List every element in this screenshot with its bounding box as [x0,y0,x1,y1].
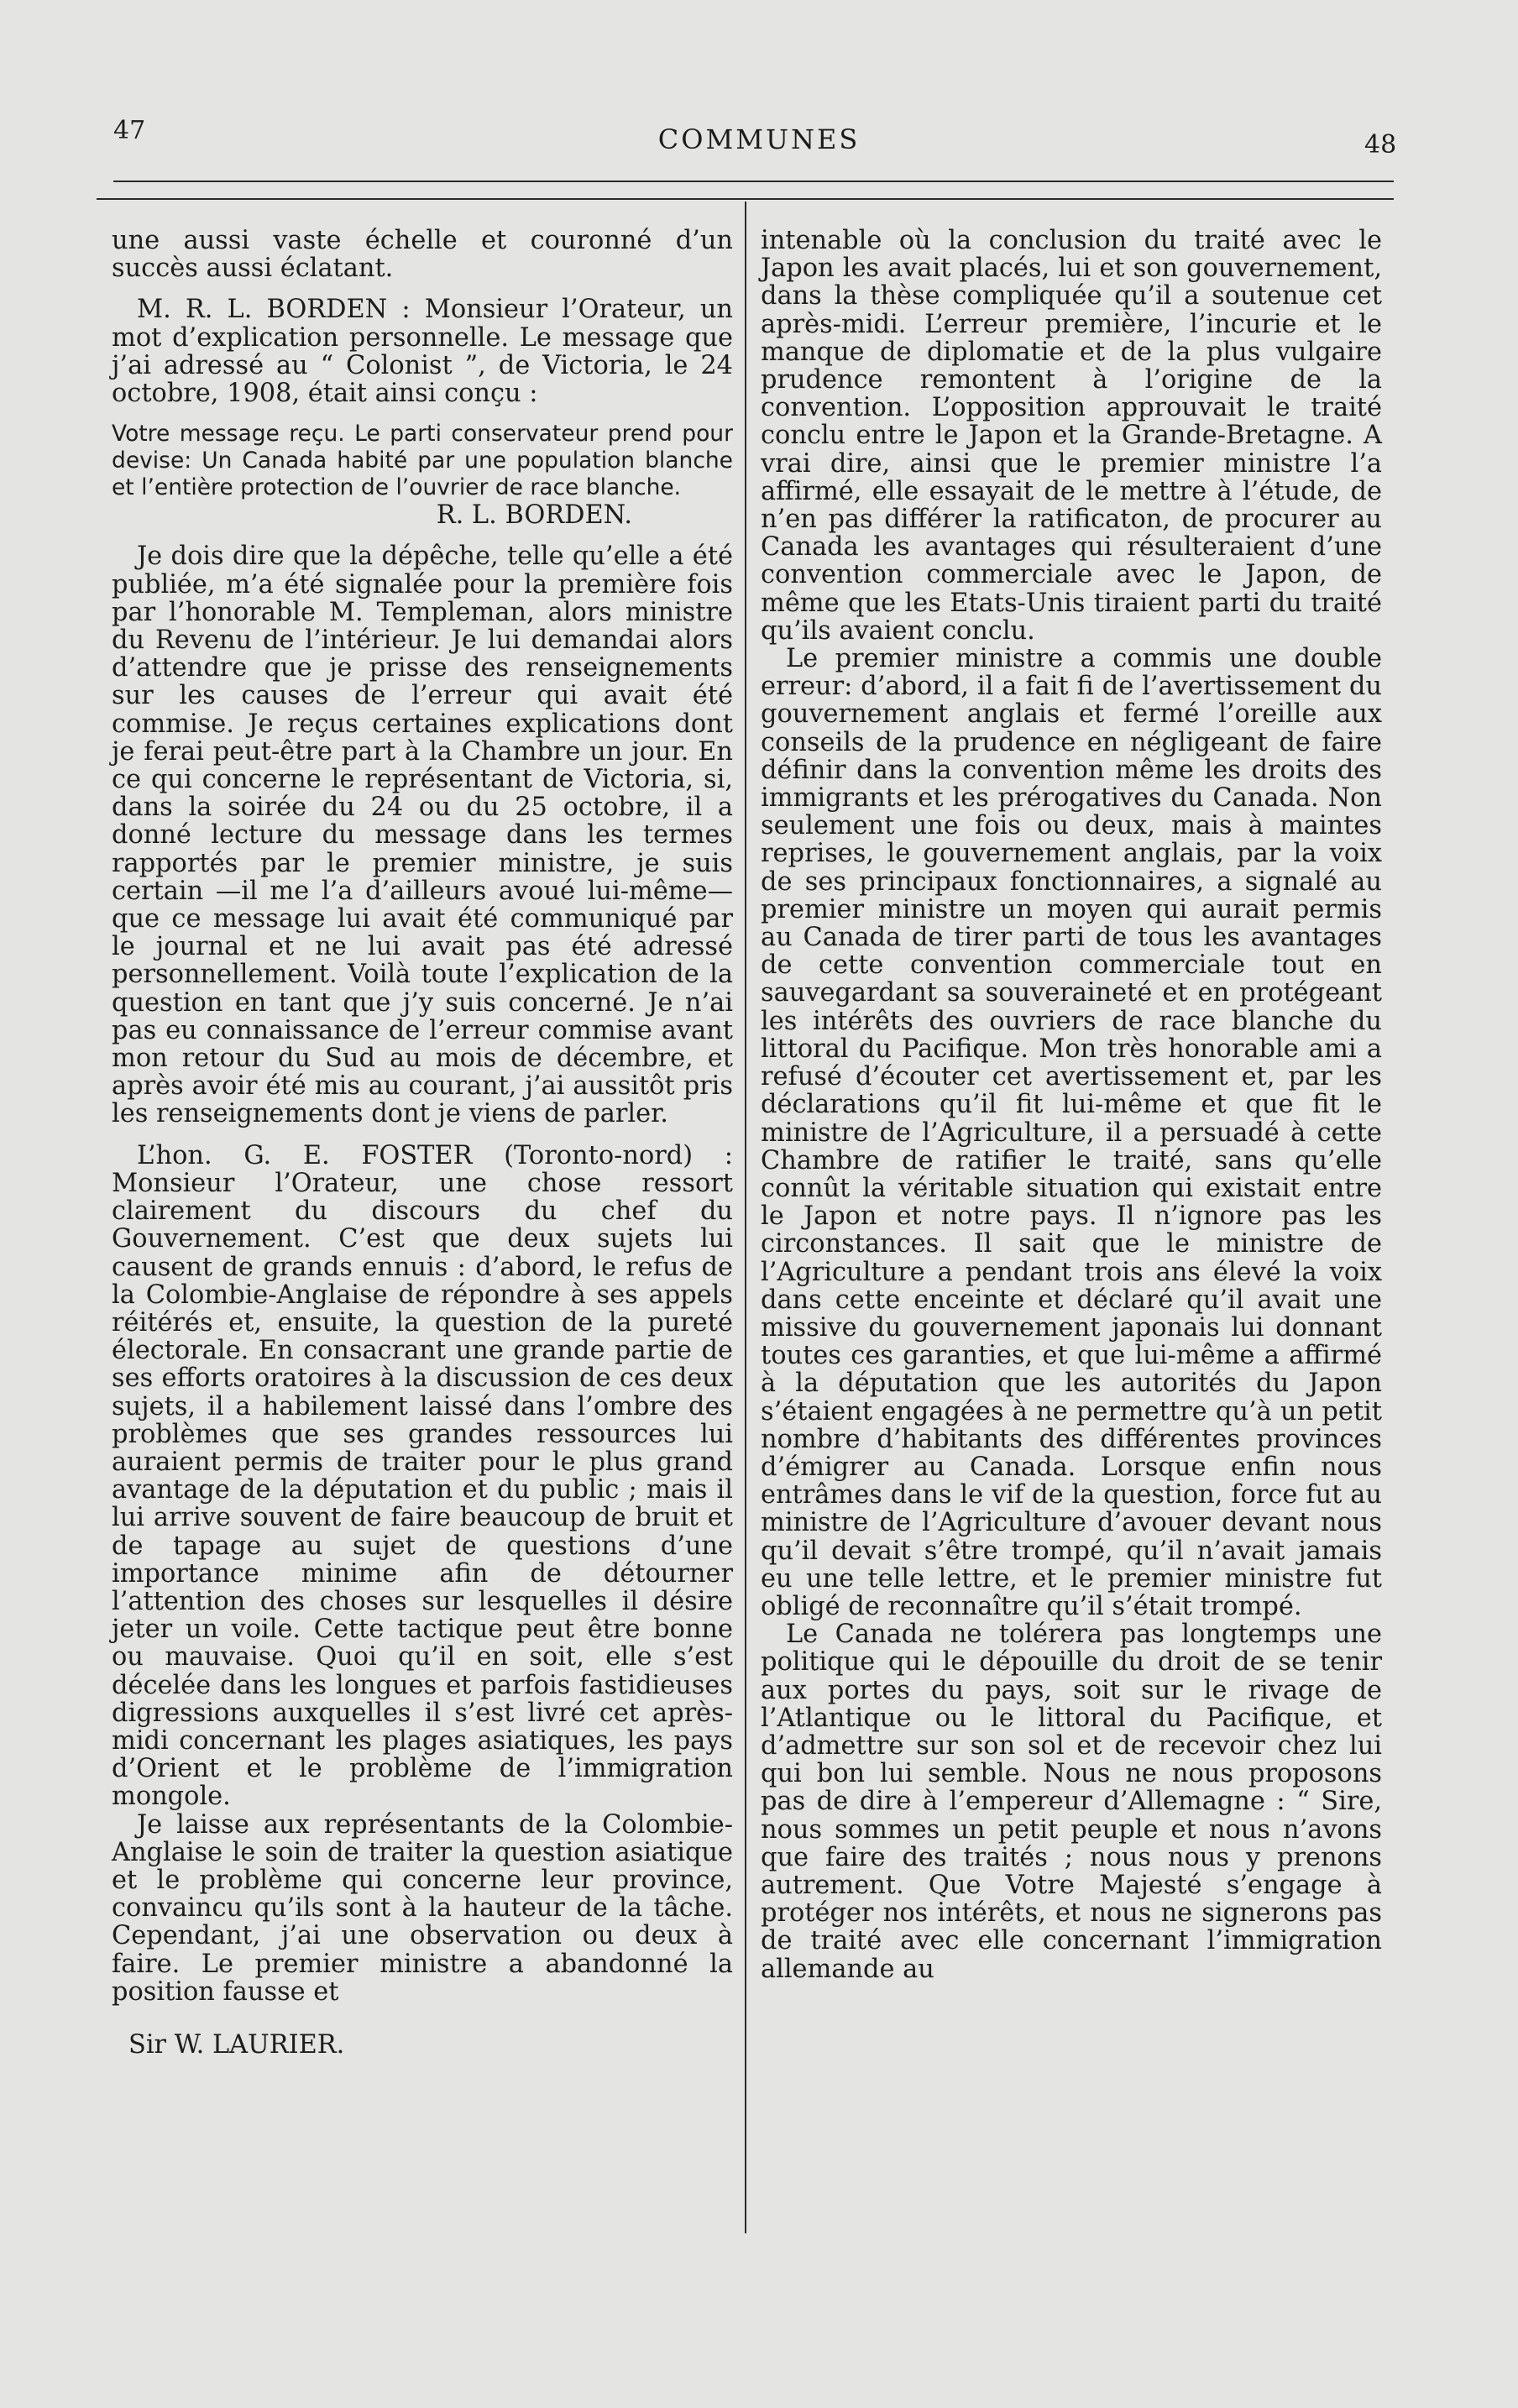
paragraph: intenable où la conclusion du traité avec le Japon les avait placés, lui et son gouvernement, dans la thèse compliquée qu’il a soutenue cet après-midi. L’erreur première, l’incurie et le manque de diplomatie et de la plus vulgaire prudence remontent à l’origine de la convention. L’opposition approuvait le traité conclu entre le Japon et la Grande-Bretagne. A vrai dire, ainsi que le premier ministre l’a affirmé, elle essayait de le mettre à l’étude, de n’en pas différer la ratificaton, de procurer au Canada les avantages qui résulteraient d’une convention commerciale avec le Japon, de même que les Etats-Unis tiraient parti du traité qu’ils avaient conclu. [761,226,1382,646]
left-column [112,227,733,2059]
right-column [761,227,1382,1983]
paragraph: Je laisse aux représentants de la Colombie-Anglaise le soin de traiter la question asiatique et le problème qui concerne leur province, convaincu qu’ils sont à la hauteur de la tâche. Cependant, j’ai une observation ou deux à faire. Le premier ministre a abandonné la position fausse et [112,1809,733,2007]
quoted-message: Votre message reçu. Le parti conservateur prend pour devise: Un Canada habité par une population blanche et l’entière protection de l’ouvrier de race blanche. [112,421,733,501]
header-rule-bottom [97,198,1394,200]
footer-speaker-name: Sir W. LAURIER. [128,2029,345,2060]
paragraph: une aussi vaste échelle et couronné d’un succès aussi éclatant. [112,226,733,284]
paragraph: Le premier ministre a commis une double erreur: d’abord, il a fait fi de l’avertissement du gouvernement anglais et fermé l’oreille aux conseils de la prudence en négligeant de faire définir dans la convention même les droits des immigrants et les prérogatives du Canada. Non seulement une fois ou deux, mais à maintes reprises, le gouvernement anglais, par la voix de ses principaux fonctionnaires, a signalé au premier ministre un moyen qui aurait permis au Canada de tirer parti de tous les avantages de cette convention commerciale tout en sauvegardant sa souveraineté et en protégeant les intérêts des ouvriers de race blanche du littoral du Pacifique. Mon très honorable ami a refusé d’écouter cet avertissement et, par les déclarations qu’il fit lui-même et que fit le ministre de l’Agriculture, il a persuadé à cette Chambre de ratifier le traité, sans qu’elle connût la véritable situation qui existait entre le Japon et notre pays. Il n’ignore pas les circonstances. Il sait que le ministre de l’Agriculture a pendant trois ans élevé la voix dans cette enceinte et déclaré qu’il avait une missive du gouvernement japonais lui donnant toutes ces garanties, et que lui-même a affirmé à la députation que les autorités du Japon s’étaient engagées à ne permettre qu’à un petit nombre d’habitants des différentes provinces d’émigrer au Canada. Lorsque enfin nous entrâmes dans le vif de la question, force fut au ministre de l’Agriculture d’avouer devant nous qu’il devait s’être trompé, qu’il n’avait jamais eu une telle lettre, et le premier ministre fut obligé de reconnaître qu’il s’était trompé. [761,644,1382,1621]
paragraph: Le Canada ne tolérera pas longtemps une politique qui le dépouille du droit de se tenir aux portes du pays, soit sur le rivage de l’Atlantique ou le littoral du Pacifique, et d’admettre sur son sol et de recevoir chez lui qui bon lui semble. Nous ne nous proposons pas de dire à l’empereur d’Allemagne : “ Sire, nous sommes un petit peuple et nous n’avons que faire des traités ; nous nous y prenons autrement. Que Votre Majesté s’engage à protéger nos intérêts, et nous ne signerons pas de traité avec elle concernant l’immigration allemande au [761,1620,1382,1984]
paragraph-foster-speech: L’hon. G. E. FOSTER (Toronto-nord) : Monsieur l’Orateur, une chose ressort clairement du discours du chef du Gouvernement. C’est que deux sujets lui causent de grands ennuis : d’abord, le refus de la Colombie-Anglaise de répondre à ses appels réitérés et, ensuite, la question de la pureté électorale. En consacrant une grande partie de ses efforts oratoires à la discussion de ces deux sujets, il a habilement laissé dans l’ombre des problèmes que ses grandes ressources lui auraient permis de traiter pour le plus grand avantage de la députation et du public ; mais il lui arrive souvent de faire beaucoup de bruit et de tapage au sujet de questions d’une importance minime afin de détourner l’attention des choses sur lesquelles il désire jeter un voile. Cette tactique peut être bonne ou mauvaise. Quoi qu’il en soit, elle s’est décelée dans les longues et parfois fastidieuses digressions auxquelles il s’est livré cet après-midi concernant les plages asiatiques, les pays d’Orient et le problème de l’immigration mongole. [112,1140,733,1812]
page-number-right: 48 [1364,130,1397,160]
column-divider [745,202,746,2233]
signature-borden: R. L. BORDEN. [436,500,632,531]
header-rule-top [113,181,1394,182]
paragraph-borden-statement: M. R. L. BORDEN : Monsieur l’Orateur, un mot d’explication personnelle. Le message que j’ai adressé au “ Colonist ”, de Victoria, le 24 octobre, 1908, était ainsi conçu : [112,295,733,409]
page-number-left: 47 [113,116,146,145]
paragraph: Je dois dire que la dépêche, telle qu’elle a été publiée, m’a été signalée pour la première fois par l’honorable M. Templeman, alors ministre du Revenu de l’intérieur. Je lui demandai alors d’attendre que je prisse des renseignements sur les causes de l’erreur qui avait été commise. Je reçus certaines explications dont je ferai peut-être part à la Chambre un jour. En ce qui concerne le représentant de Victoria, si, dans la soirée du 24 ou du 25 octobre, il a donné lecture du message dans les termes rapportés par le premier ministre, je suis certain —il me l’a d’ailleurs avoué lui-même—que ce message lui avait été communiqué par le journal et ne lui avait pas été adressé personnellement. Voilà toute l’explication de la question en tant que j’y suis concerné. Je n’ai pas eu connaissance de l’erreur commise avant mon retour du Sud au mois de décembre, et après avoir été mis au courant, j’ai aussitôt pris les renseignements dont je viens de parler. [112,542,733,1129]
running-title: COMMUNES [657,123,861,155]
